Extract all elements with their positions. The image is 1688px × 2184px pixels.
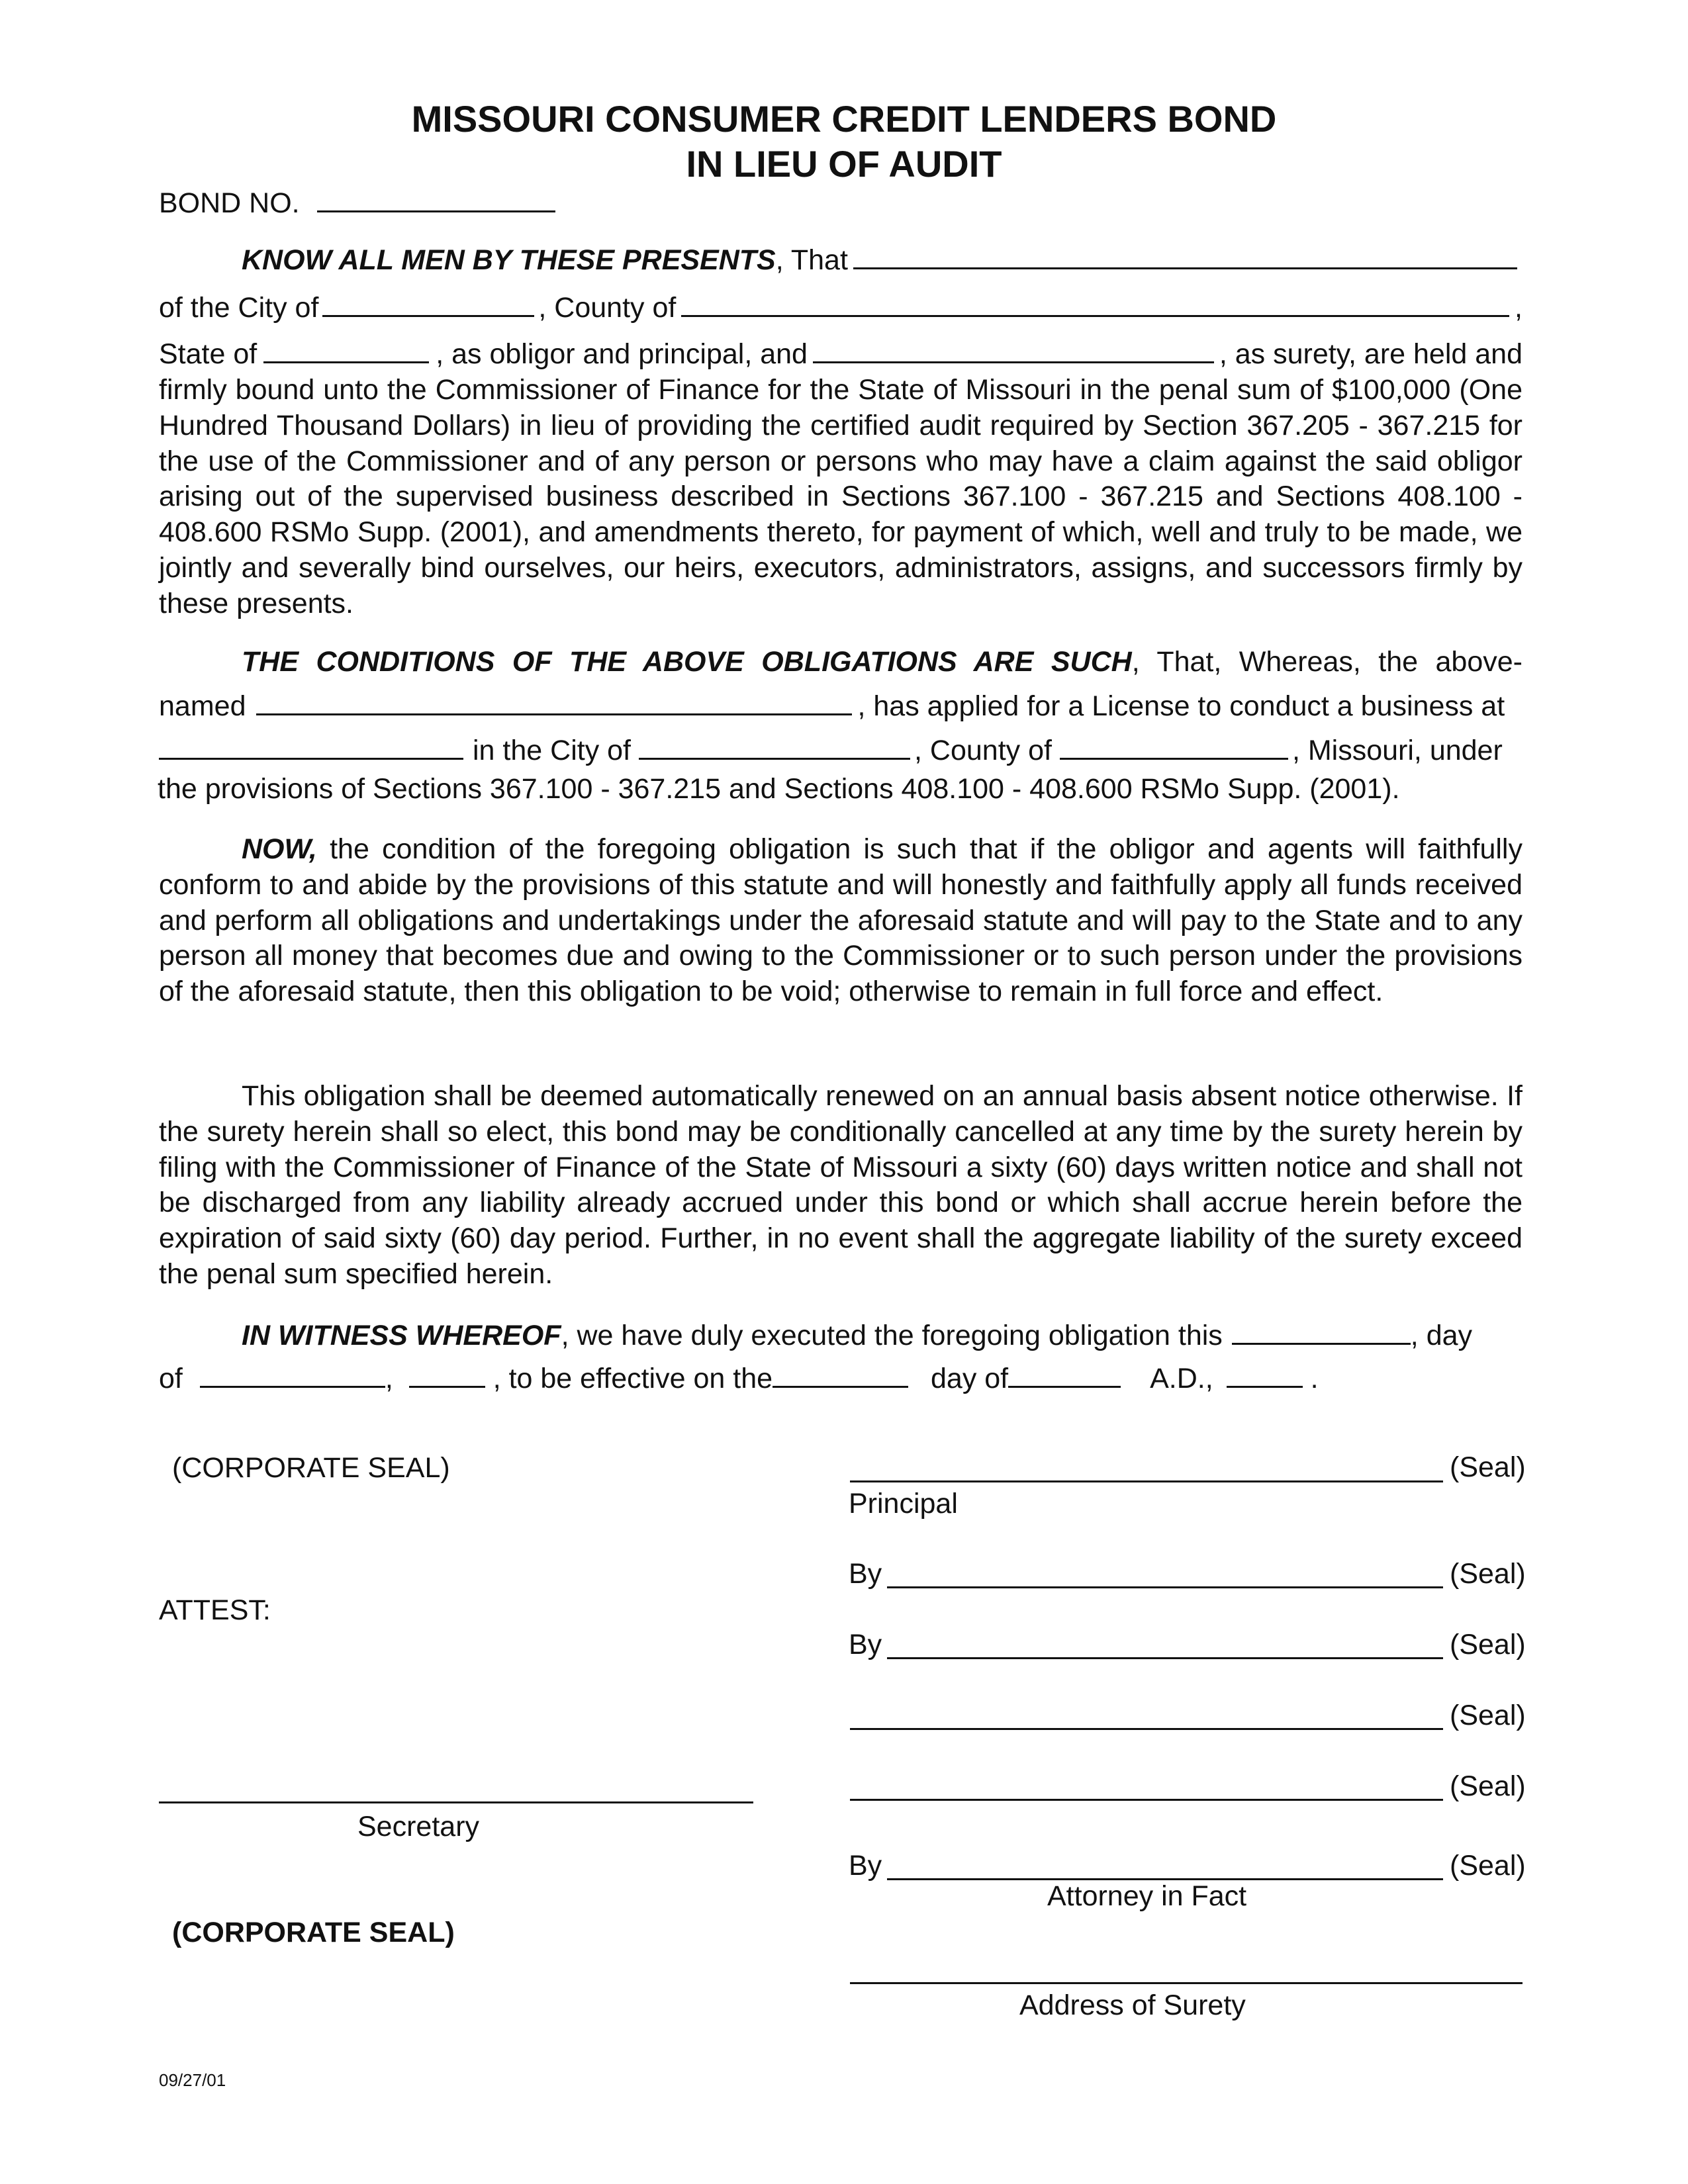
principal-label: Principal bbox=[849, 1488, 958, 1520]
witness-day-text: , day bbox=[1410, 1320, 1473, 1351]
bond-no-blank[interactable] bbox=[317, 188, 555, 212]
attest-label: ATTEST: bbox=[159, 1594, 271, 1626]
day-of-label: day of bbox=[930, 1363, 1009, 1394]
state-surety-row bbox=[159, 338, 1523, 371]
city-county-row bbox=[159, 291, 1523, 324]
bond-no-row bbox=[159, 187, 555, 220]
know-all-men-heading: KNOW ALL MEN BY THESE PRESENTS bbox=[242, 244, 776, 276]
of-label: of bbox=[159, 1363, 183, 1394]
witness-heading: IN WITNESS WHEREOF bbox=[242, 1320, 561, 1351]
witness-text: , we have duly executed the foregoing obligation this bbox=[561, 1320, 1223, 1351]
secretary-signature-line[interactable] bbox=[159, 1801, 753, 1803]
by-label-2: By bbox=[849, 1629, 882, 1661]
address-of-surety-line[interactable] bbox=[850, 1982, 1523, 1984]
obligor-name-blank[interactable] bbox=[853, 245, 1517, 269]
missouri-under-text: , Missouri, under bbox=[1291, 735, 1503, 766]
surety-text: , as surety, are held and bbox=[1219, 338, 1523, 370]
obligor-principal-text: , as obligor and principal, and bbox=[436, 338, 808, 370]
surety-signature-line-1[interactable] bbox=[850, 1728, 1443, 1730]
surety-signature-line-2[interactable] bbox=[850, 1799, 1443, 1801]
execution-day-blank[interactable] bbox=[1232, 1320, 1411, 1345]
seal-label-4: (Seal) bbox=[1450, 1700, 1526, 1731]
effective-text: , to be effective on the bbox=[492, 1363, 773, 1394]
renewal-body: This obligation shall be deemed automatically renewed on an annual basis absent notice otherwise. If the surety herein shall so elect, this bond may be conditionally cancelled at any time by the surety herein by filing with the Commissioner of Finance of the State of Missouri a sixty (60) days written notice and shall not be discharged from any liability already accrued under this bond or which shall accrue herein before the expiration of said sixty (60) day period. Further, in no event shall the aggregate liability of the surety exceed the penal sum specified herein. bbox=[159, 1080, 1523, 1290]
secretary-label: Secretary bbox=[357, 1811, 480, 1843]
seal-label-2: (Seal) bbox=[1450, 1558, 1526, 1590]
renewal-paragraph bbox=[159, 1079, 1523, 1293]
ad-period: . bbox=[1310, 1363, 1319, 1394]
conditions-row bbox=[242, 645, 1523, 678]
provisions-text: the provisions of Sections 367.100 - 367.215 and Sections 408.100 - 408.600 RSMo Supp. (2001). bbox=[158, 773, 1400, 805]
conditions-after-heading: , That, Whereas, the above- bbox=[1131, 646, 1523, 678]
state-label: State of bbox=[159, 338, 258, 370]
conditions-heading: THE CONDITIONS OF THE ABOVE OBLIGATIONS ARE SUCH bbox=[242, 646, 1132, 678]
now-heading: NOW, bbox=[242, 833, 317, 865]
obligor-city-blank[interactable] bbox=[322, 293, 534, 317]
know-all-men-row bbox=[242, 244, 1523, 277]
business-county-blank[interactable] bbox=[1060, 735, 1288, 760]
effective-year-blank[interactable] bbox=[1227, 1363, 1303, 1388]
obligor-state-blank[interactable] bbox=[263, 339, 429, 363]
by-label-1: By bbox=[849, 1558, 882, 1590]
surety-name-blank[interactable] bbox=[813, 339, 1214, 363]
execution-month-blank[interactable] bbox=[200, 1363, 385, 1388]
form-title-line2: IN LIEU OF AUDIT bbox=[686, 143, 1002, 185]
principal-signature-line[interactable] bbox=[850, 1480, 1443, 1482]
execution-year-blank[interactable] bbox=[409, 1363, 485, 1388]
county-label: , County of bbox=[538, 292, 677, 324]
effective-day-blank[interactable] bbox=[773, 1363, 908, 1388]
intro-body-paragraph: firmly bound unto the Commissioner of Finance for the State of Missouri in the penal sum of $100,000 (One Hundred Thousand Dollars) in lieu of providing the certified audit required by Section 367.205 - 367.215 for the use of the Commissioner and of any person or persons who may have a claim against the said obligor arising out of the supervised business described in Sections 367.100 - 367.215 and Sections 408.100 - 408.600 RSMo Supp. (2001), and amendments thereto, for payment of which, well and truly to be made, we jointly and severally bind ourselves, our heirs, executors, administrators, assigns, and successors firmly by these presents. bbox=[159, 374, 1523, 619]
obligor-county-blank[interactable] bbox=[681, 293, 1509, 317]
effective-month-blank[interactable] bbox=[1008, 1363, 1121, 1388]
trailing-comma: , bbox=[1515, 292, 1523, 324]
now-paragraph bbox=[159, 832, 1523, 1010]
seal-label-5: (Seal) bbox=[1450, 1770, 1526, 1802]
business-city-label: in the City of bbox=[473, 735, 631, 766]
effective-date-row bbox=[159, 1362, 1319, 1395]
licensee-name-blank[interactable] bbox=[256, 691, 852, 715]
form-title-line1: MISSOURI CONSUMER CREDIT LENDERS BOND bbox=[411, 98, 1277, 140]
ad-label: A.D., bbox=[1150, 1363, 1213, 1394]
principal-by-line-1[interactable] bbox=[887, 1586, 1443, 1588]
seal-label-3: (Seal) bbox=[1450, 1629, 1526, 1661]
address-of-surety-label: Address of Surety bbox=[1019, 1989, 1246, 2021]
named-row bbox=[159, 690, 1523, 723]
that-text: , That bbox=[775, 244, 848, 276]
month-comma: , bbox=[385, 1363, 393, 1394]
bond-no-label: BOND NO. bbox=[159, 187, 300, 219]
witness-row bbox=[242, 1319, 1523, 1352]
corporate-seal-principal: (CORPORATE SEAL) bbox=[172, 1452, 450, 1484]
now-body: the condition of the foregoing obligation is such that if the obligor and agents will faithfully conform to and abide by the provisions of this statute and will honestly and faithfully apply all funds received and perform all obligations and undertakings under the aforesaid statute and will pay to the State and to any person all money that becomes due and owing to the Commissioner or to such person under the provisions of the aforesaid statute, then this obligation to be void; otherwise to remain in full force and effect. bbox=[159, 833, 1523, 1008]
seal-label-6: (Seal) bbox=[1450, 1850, 1526, 1882]
business-location-row bbox=[159, 734, 1523, 767]
attorney-in-fact-label: Attorney in Fact bbox=[1047, 1880, 1247, 1912]
business-city-blank[interactable] bbox=[639, 735, 910, 760]
applied-text: , has applied for a License to conduct a business at bbox=[857, 690, 1505, 722]
business-county-label: , County of bbox=[914, 735, 1052, 766]
seal-label-1: (Seal) bbox=[1450, 1451, 1526, 1483]
by-label-3: By bbox=[849, 1850, 882, 1882]
form-date-code: 09/27/01 bbox=[159, 2070, 226, 2090]
city-label: of the City of bbox=[159, 292, 319, 324]
corporate-seal-surety: (CORPORATE SEAL) bbox=[172, 1917, 455, 1948]
principal-by-line-2[interactable] bbox=[887, 1657, 1443, 1659]
business-address-blank[interactable] bbox=[159, 735, 463, 760]
named-label: named bbox=[159, 690, 246, 722]
